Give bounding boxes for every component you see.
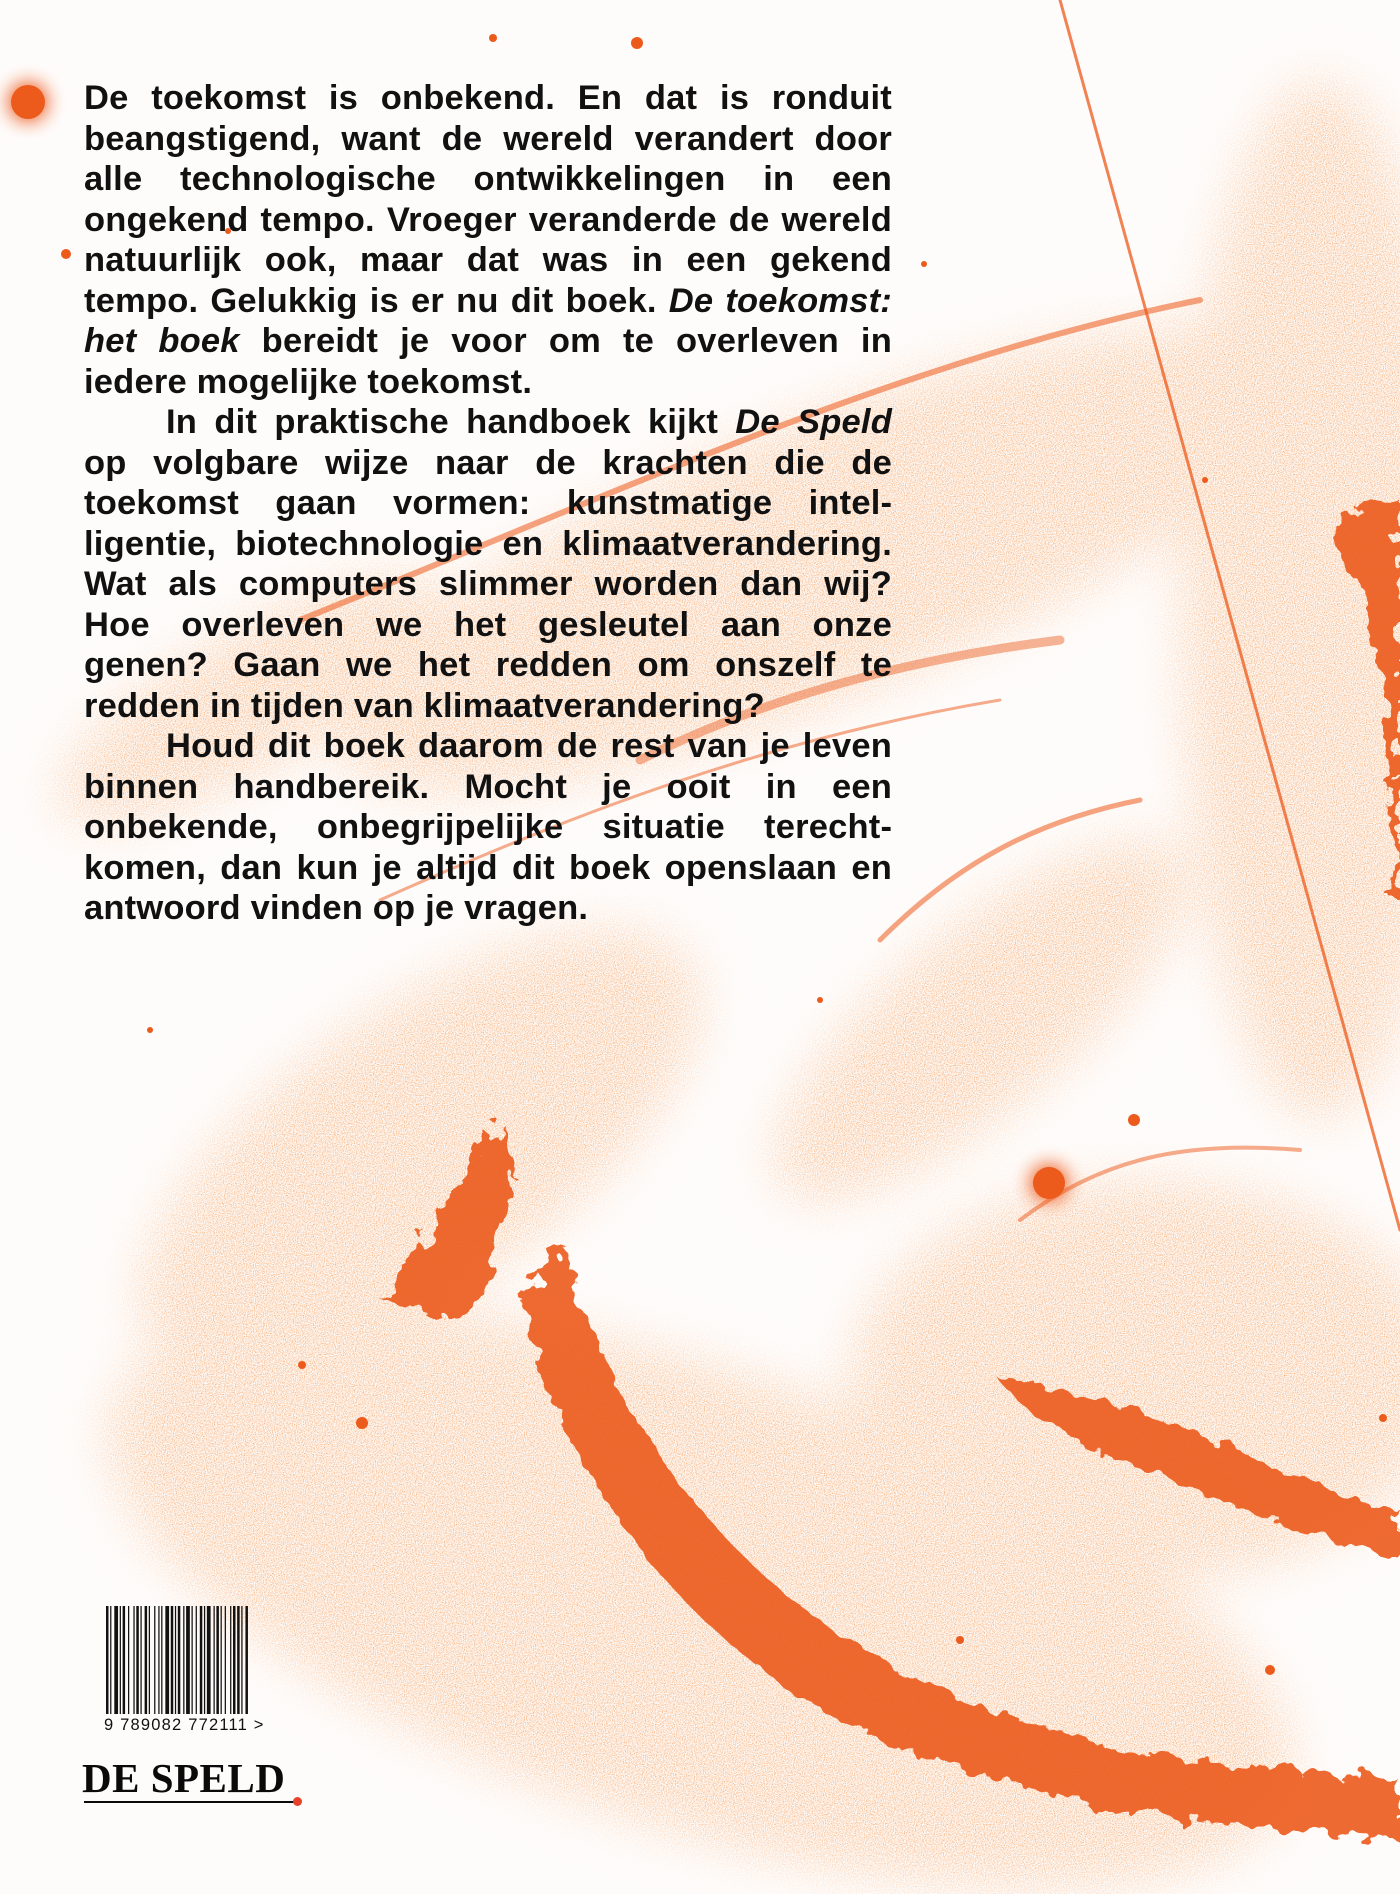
isbn-number: 9 789082 772111 >: [104, 1716, 265, 1734]
blurb-paragraph-3: Houd dit boek daarom de rest van je leven binnen handbereik. Mocht je ooit in een onbekende, onbegrijpelijke situatie terechtkomen, dan kun je altijd dit boek openslaan en antwoord vinden op je vragen.: [84, 727, 892, 927]
back-cover-blurb: [84, 78, 892, 929]
brand-name: De Speld: [735, 403, 892, 441]
logo-underline: [84, 1801, 294, 1803]
blurb-p1-text-a: De toekomst is onbekend. En dat is ronduit beangstigend, want de wereld verandert door alle technologische ontwikkelingen in een ongekend tempo. Vroeger veranderde de wereld natuurlijk ook, maar dat was in een gekend tempo. Gelukkig is er nu dit boek.: [84, 79, 892, 320]
blurb-paragraph-1: [84, 78, 892, 402]
logo-accent-dot: [293, 1797, 302, 1806]
book-title: De toekomst: het boek: [84, 281, 892, 360]
blurb-p2-text-b: op volgbare wijze naar de krachten die de toekomst gaan vormen: kunstmatige intelligentie, biotechnologie en klimaatverandering. Wat als computers slimmer worden dan wij? Hoe overleven we het gesleutel aan onze genen? Gaan we het redden om onszelf te redden in tijden van klimaatverandering?: [84, 443, 892, 725]
publisher-logo: DE SPELD: [82, 1755, 286, 1801]
blurb-p2-text-a: In dit praktische handboek kijkt: [166, 403, 736, 441]
isbn-barcode: [104, 1606, 294, 1735]
blurb-paragraph-2: [84, 402, 892, 726]
blurb-p1-text-b: bereidt je voor om te overleven in iedere mogelijke toekomst.: [84, 322, 892, 401]
barcode-bars-graphic: [104, 1606, 294, 1714]
